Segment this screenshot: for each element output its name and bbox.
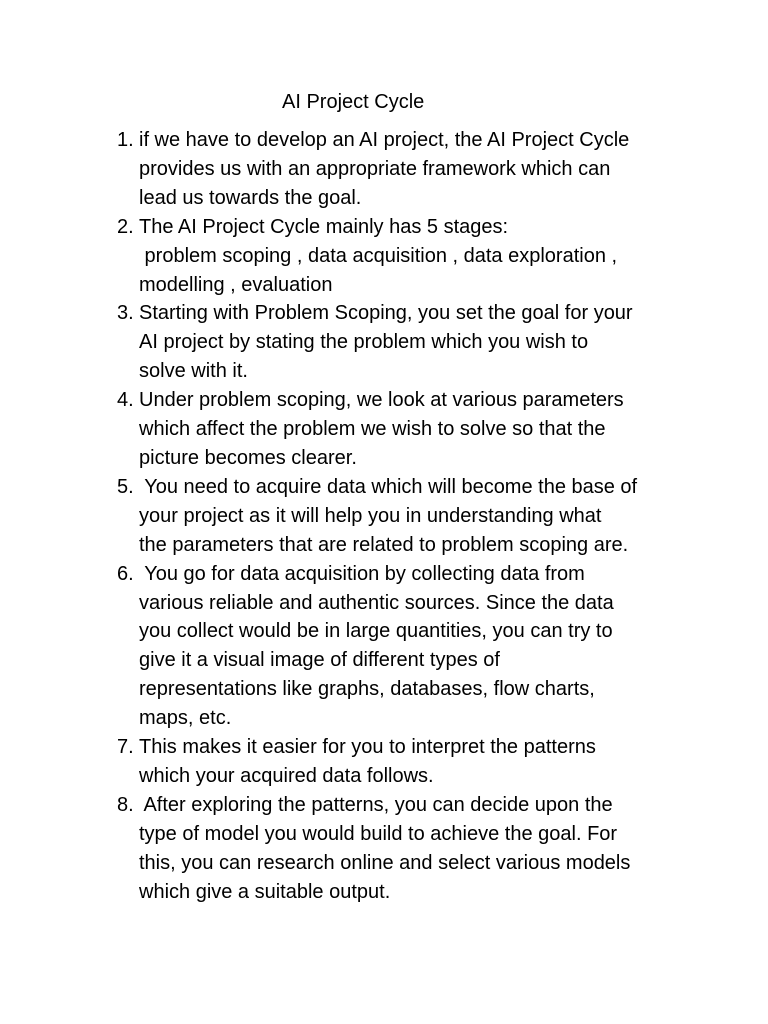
list-item-number: 5. bbox=[117, 475, 134, 498]
list-item-line: provides us with an appropriate framework which can bbox=[139, 157, 611, 180]
list-item-number: 8. bbox=[117, 793, 134, 816]
list-item-number: 7. bbox=[117, 736, 134, 759]
list-item-line: maps, etc. bbox=[139, 707, 232, 730]
list-item-number: 1. bbox=[117, 129, 134, 151]
list-item-line: picture becomes clearer. bbox=[139, 446, 357, 469]
list-item-line: This makes it easier for you to interpret the patterns bbox=[139, 736, 596, 759]
list-item-line: your project as it will help you in understanding what bbox=[139, 504, 602, 527]
list-item-number: 4. bbox=[117, 389, 134, 412]
list-item-line: various reliable and authentic sources. Since the data bbox=[139, 591, 614, 614]
numbered-list bbox=[0, 126, 768, 906]
list-item-line: give it a visual image of different types of bbox=[139, 649, 500, 672]
list-item bbox=[0, 560, 684, 733]
list-item-line: the parameters that are related to problem scoping are. bbox=[139, 533, 629, 556]
list-item-line: you collect would be in large quantities, you can try to bbox=[139, 620, 613, 643]
list-item-line: which affect the problem we wish to solve so that the bbox=[139, 418, 606, 441]
list-item-line: After exploring the patterns, you can decide upon the bbox=[139, 793, 613, 816]
list-item-line: problem scoping , data acquisition , data exploration , bbox=[139, 244, 618, 267]
document-title: AI Project Cycle bbox=[282, 91, 425, 113]
list-item-number: 3. bbox=[117, 302, 134, 325]
list-item-line: which your acquired data follows. bbox=[139, 764, 434, 787]
list-item-number: 2. bbox=[117, 215, 134, 238]
list-item-line: AI project by stating the problem which you wish to bbox=[139, 331, 589, 354]
list-item-number: 6. bbox=[117, 562, 134, 585]
list-item bbox=[0, 126, 684, 213]
list-item-line: The AI Project Cycle mainly has 5 stages: bbox=[139, 215, 509, 238]
list-item-line: type of model you would build to achieve the goal. For bbox=[139, 822, 618, 845]
list-item bbox=[0, 733, 684, 791]
list-item-line: solve with it. bbox=[139, 360, 248, 383]
list-item bbox=[0, 213, 684, 300]
list-item bbox=[0, 791, 684, 907]
list-item-line: this, you can research online and select various models bbox=[139, 851, 631, 874]
list-item bbox=[0, 473, 684, 560]
list-item bbox=[0, 386, 684, 473]
list-item-line: which give a suitable output. bbox=[139, 880, 391, 903]
list-item-line: representations like graphs, databases, flow charts, bbox=[139, 678, 595, 701]
list-item-line: lead us towards the goal. bbox=[139, 186, 362, 209]
list-item-line: Under problem scoping, we look at various parameters bbox=[139, 389, 624, 412]
list-item-line: You need to acquire data which will become the base of bbox=[139, 475, 638, 498]
list-item-line: modelling , evaluation bbox=[139, 273, 333, 296]
list-item-line: Starting with Problem Scoping, you set the goal for your bbox=[139, 302, 633, 325]
list-item-line: if we have to develop an AI project, the AI Project Cycle bbox=[139, 129, 630, 151]
list-item bbox=[0, 299, 684, 386]
list-item-line: You go for data acquisition by collecting data from bbox=[139, 562, 585, 585]
